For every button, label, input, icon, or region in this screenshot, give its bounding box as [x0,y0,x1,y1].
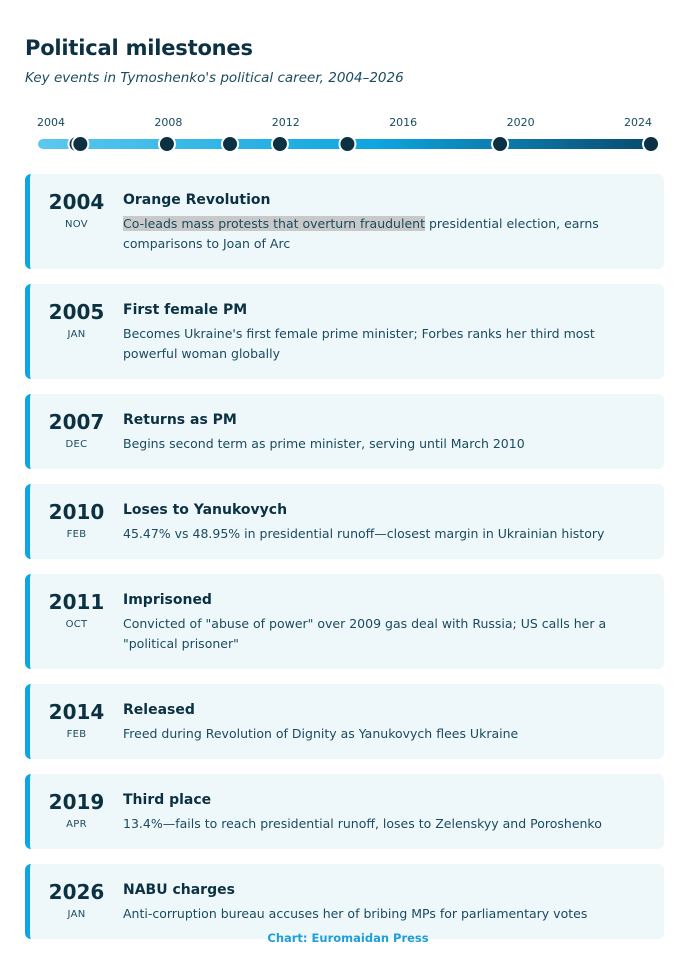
event-title: Imprisoned [123,592,212,608]
event-description: Convicted of "abuse of power" over 2009 gas deal with Russia; US calls her a "political prisoner" [123,616,607,651]
event-date [30,790,123,830]
event-card [25,864,664,939]
event-marker [492,136,508,152]
event-month: APR [66,819,87,830]
event-year: 2014 [48,700,105,724]
event-title: Loses to Yanukovych [123,502,288,518]
event-marker [159,136,175,152]
highlighted-text: Co-leads mass protests that overturn fraudulent [123,216,425,231]
event-list [25,174,664,954]
event-marker [643,136,659,152]
axis-tick-label: 2004 [37,116,65,129]
event-month: FEB [66,529,87,540]
event-date [30,590,123,630]
event-description: Becomes Ukraine's first female prime minister; Forbes ranks her third most powerful woman globally [123,326,595,361]
event-title: First female PM [123,302,248,318]
event-month: FEB [66,729,87,740]
event-month: OCT [65,619,88,630]
chart-title: Political milestones [25,36,253,60]
event-description: Anti-corruption bureau accuses her of bribing MPs for parliamentary votes [123,906,588,921]
event-description: Begins second term as prime minister, serving until March 2010 [123,436,525,451]
event-year: 2005 [48,300,105,324]
event-month: JAN [67,909,86,920]
timeline-axis [0,108,696,164]
axis-tick-label: 2024 [624,116,652,129]
event-date [30,880,123,920]
event-marker [272,136,288,152]
event-year: 2011 [48,590,105,614]
event-title: Orange Revolution [123,192,271,208]
event-date [30,410,123,450]
event-date [30,190,123,230]
event-description: 13.4%—fails to reach presidential runoff, loses to Zelenskyy and Poroshenko [123,816,602,831]
source-credit: Chart: Euromaidan Press [267,931,429,945]
event-date [30,300,123,340]
event-title: Third place [123,792,212,808]
event-title: NABU charges [123,882,235,898]
chart-subtitle: Key events in Tymoshenko's political career, 2004–2026 [25,70,404,86]
event-year: 2010 [48,500,105,524]
event-month: NOV [65,219,88,230]
event-card [25,774,664,849]
event-month: DEC [65,439,88,450]
event-card [25,174,664,269]
axis-tick-label: 2016 [389,116,418,129]
event-description: Freed during Revolution of Dignity as Yanukovych flees Ukraine [123,726,519,741]
event-marker [72,136,88,152]
axis-tick-label: 2012 [271,116,300,129]
event-date [30,500,123,540]
event-marker [222,136,238,152]
event-description: Co-leads mass protests that overturn fraudulent presidential election, earns comparisons to Joan of Arc [123,216,599,251]
event-year: 2019 [48,790,105,814]
event-year: 2007 [48,410,105,434]
event-title: Released [123,702,195,718]
event-month: JAN [67,329,86,340]
event-card [25,284,664,379]
event-year: 2004 [48,190,105,214]
axis-tick-label: 2020 [506,116,535,129]
event-year: 2026 [48,880,105,904]
event-card [25,394,664,469]
event-card [25,484,664,559]
event-marker [339,136,355,152]
event-card [25,574,664,669]
event-description: 45.47% vs 48.95% in presidential runoff—closest margin in Ukrainian history [123,526,605,541]
axis-tick-label: 2008 [154,116,183,129]
event-date [30,700,123,740]
event-card [25,684,664,759]
event-title: Returns as PM [123,412,237,428]
